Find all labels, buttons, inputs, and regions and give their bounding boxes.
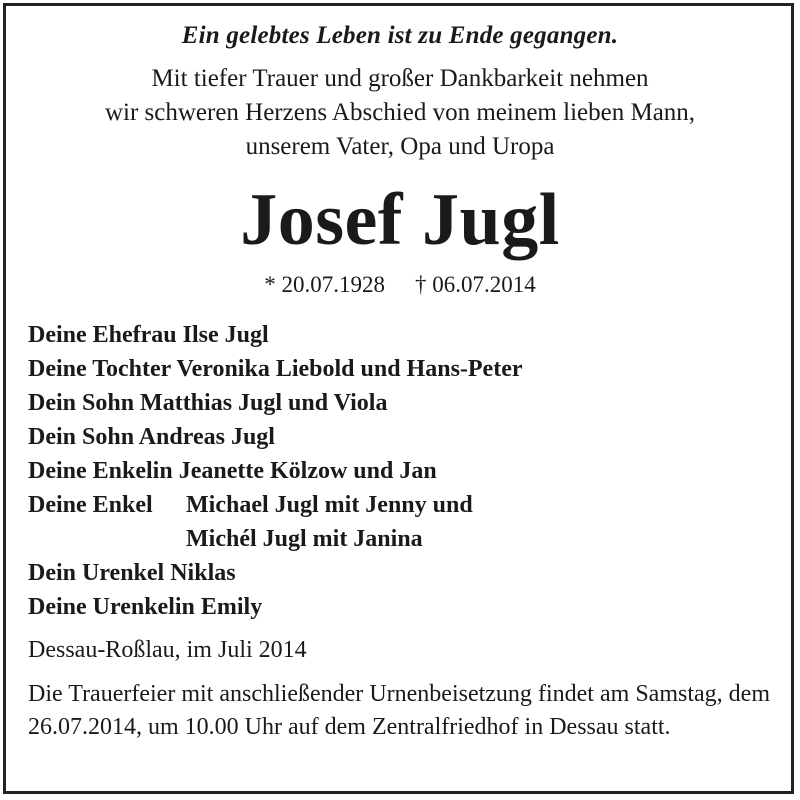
- family-member: Deine Tochter Veronika Liebold und Hans-Peter: [28, 356, 523, 382]
- intro-text: [0, 62, 800, 164]
- intro-line: unserem Vater, Opa und Uropa: [245, 133, 555, 160]
- funeral-info: Die Trauerfeier mit anschließender Urnenbeisetzung findet am Samstag, dem 26.07.2014, um 10.00 Uhr auf dem Zentralfriedhof in Dessau statt.: [28, 681, 770, 740]
- family-member: Dein Sohn Matthias Jugl und Viola: [28, 390, 388, 416]
- family-member: Dein Urenkel Niklas: [28, 560, 236, 586]
- intro-line: wir schweren Herzens Abschied von meinem lieben Mann,: [104, 99, 696, 126]
- death-date: † 06.07.2014: [415, 272, 536, 297]
- life-dates: [0, 270, 800, 300]
- intro-line: Mit tiefer Trauer und großer Dankbarkeit nehmen: [151, 65, 649, 92]
- place-date: Dessau-Roßlau, im Juli 2014: [28, 637, 307, 663]
- grandsons-label: Deine Enkel: [28, 492, 153, 518]
- grandson-line: Michael Jugl mit Jenny und: [186, 492, 473, 518]
- birth-date: * 20.07.1928: [264, 272, 385, 297]
- family-member: Deine Ehefrau Ilse Jugl: [28, 322, 269, 348]
- grandsons-row: [28, 488, 768, 522]
- family-member: Dein Sohn Andreas Jugl: [28, 424, 275, 450]
- grandson-line: Michél Jugl mit Janina: [186, 526, 423, 552]
- family-member: Deine Enkelin Jeanette Kölzow und Jan: [28, 458, 437, 484]
- deceased-name: Josef Jugl: [240, 179, 560, 261]
- headline: Ein gelebtes Leben ist zu Ende gegangen.: [181, 22, 619, 49]
- family-list: [28, 318, 768, 624]
- grandsons-row-cont: [28, 522, 768, 556]
- family-member: Deine Urenkelin Emily: [28, 594, 263, 620]
